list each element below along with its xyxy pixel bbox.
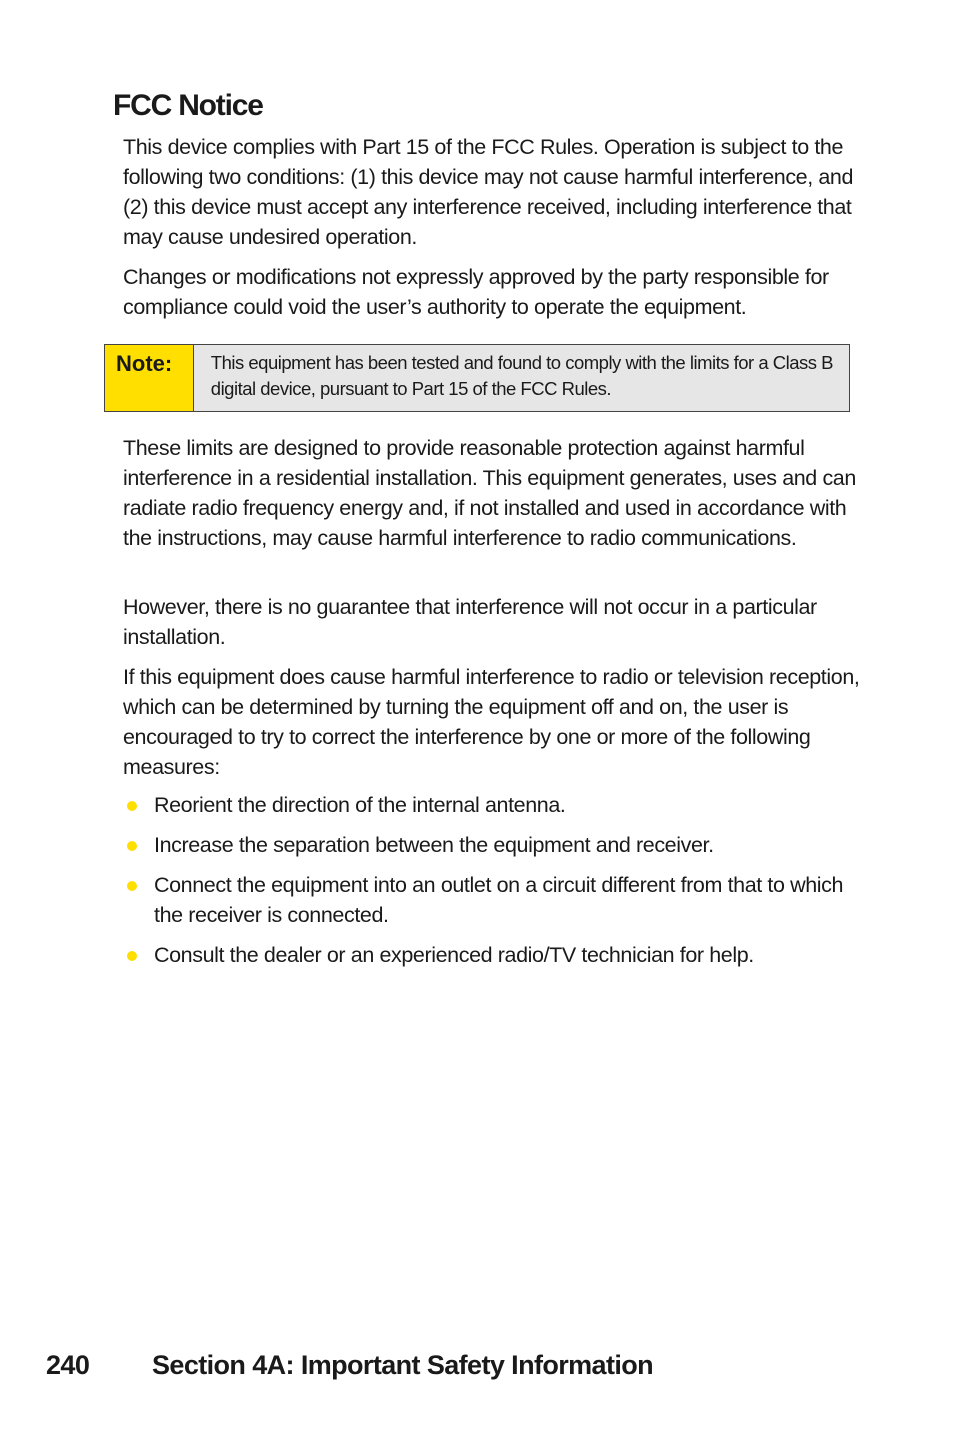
bullet-icon bbox=[127, 841, 137, 851]
paragraph-compliance: This device complies with Part 15 of the FCC Rules. Operation is subject to the following two conditions: (1) this device may not cause harmful interference, and (2) this device must accept any interference received, including interference that may cause undesired operation. bbox=[123, 135, 854, 249]
paragraph-modifications: Changes or modifications not expressly approved by the party responsible for compliance could void the user’s authority to operate the equipment. bbox=[123, 265, 829, 319]
page-number: 240 bbox=[46, 1350, 90, 1380]
section-title: Section 4A: Important Safety Information bbox=[152, 1350, 654, 1380]
paragraph-limits: These limits are designed to provide reasonable protection against harmful interference in a residential installation. This equipment generates, uses and can radiate radio frequency energy and, if not installed and used in accordance with the instructions, may cause harmful interference to radio communications. bbox=[123, 436, 856, 550]
list-item-text: Reorient the direction of the internal antenna. bbox=[154, 793, 566, 817]
list-item-text: Connect the equipment into an outlet on a circuit different from that to which the receiver is connected. bbox=[154, 873, 844, 927]
note-label: Note: bbox=[105, 345, 194, 411]
bullet-icon bbox=[127, 881, 137, 891]
page-heading: FCC Notice bbox=[113, 89, 263, 122]
note-box bbox=[104, 344, 850, 412]
page-footer bbox=[46, 1347, 653, 1383]
list-item-text: Consult the dealer or an experienced radio/TV technician for help. bbox=[154, 943, 754, 967]
paragraph-no-guarantee: However, there is no guarantee that interference will not occur in a particular installation. bbox=[123, 595, 817, 649]
measures-list bbox=[123, 790, 863, 980]
list-item bbox=[123, 940, 863, 970]
list-item bbox=[123, 870, 863, 930]
list-item-text: Increase the separation between the equipment and receiver. bbox=[154, 833, 714, 857]
bullet-icon bbox=[127, 951, 137, 961]
list-item bbox=[123, 790, 863, 820]
note-text: This equipment has been tested and found to comply with the limits for a Class B digital device, pursuant to Part 15 of the FCC Rules. bbox=[210, 352, 834, 399]
paragraph-measures-intro: If this equipment does cause harmful interference to radio or television reception, which can be determined by turning the equipment off and on, the user is encouraged to try to correct the interference by one or more of the following measures: bbox=[123, 665, 860, 779]
bullet-icon bbox=[127, 801, 137, 811]
list-item bbox=[123, 830, 863, 860]
